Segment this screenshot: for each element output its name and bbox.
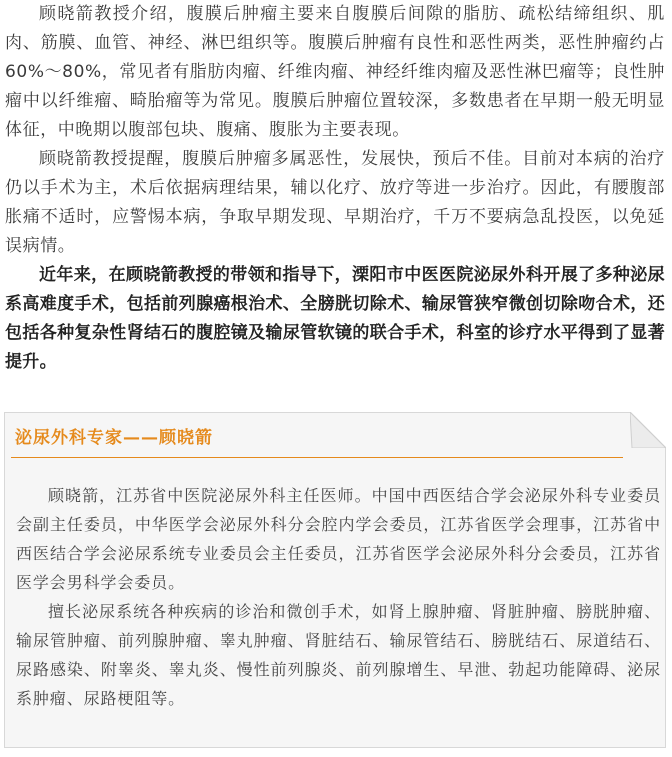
folded-corner-icon — [630, 412, 666, 448]
article-paragraph-reminder: 顾晓箭教授提醒，腹膜后肿瘤多属恶性，发展快，预后不佳。目前对本病的治疗仍以手术为主，术后依据病理结果，辅以化疗、放疗等进一步治疗。因此，有腰腹部胀痛不适时，应警惕本病，争取早期发现、早期治疗，千万不要病急乱投医，以免延误病情。 — [5, 149, 665, 256]
expert-card-body — [16, 481, 661, 713]
article-paragraph-intro: 顾晓箭教授介绍，腹膜后肿瘤主要来自腹膜后间隙的脂肪、疏松结缔组织、肌肉、筋膜、血管、神经、淋巴组织等。腹膜后肿瘤有良性和恶性两类，恶性肿瘤约占60%～80%，常见者有脂肪肉瘤、纤维肉瘤、神经纤维肉瘤及恶性淋巴瘤等；良性肿瘤中以纤维瘤、畸胎瘤等为常见。腹膜后肿瘤位置较深，多数患者在早期一般无明显体征，中晚期以腹部包块、腹痛、腹胀为主要表现。 — [5, 4, 665, 140]
expert-card-title-underline — [11, 457, 623, 458]
expert-card — [4, 412, 666, 748]
expert-card-title: 泌尿外科专家——顾晓箭 — [15, 428, 213, 448]
article-body — [5, 0, 665, 377]
expert-bio-paragraph: 顾晓箭，江苏省中医院泌尿外科主任医师。中国中西医结合学会泌尿外科专业委员会副主任委员，中华医学会泌尿外科分会腔内学会委员，江苏省医学会理事，江苏省中西医结合学会泌尿系统专业委员会主任委员，江苏省医学会泌尿外科分会委员，江苏省医学会男科学会委员。 — [16, 486, 661, 592]
expert-specialty-paragraph: 擅长泌尿系统各种疾病的诊治和微创手术，如肾上腺肿瘤、肾脏肿瘤、膀胱肿瘤、输尿管肿瘤、前列腺肿瘤、睾丸肿瘤、肾脏结石、输尿管结石、膀胱结石、尿道结石、尿路感染、附睾炎、睾丸炎、慢性前列腺炎、前列腺增生、早泄、勃起功能障碍、泌尿系肿瘤、尿路梗阻等。 — [16, 602, 661, 708]
article-paragraph-highlight: 近年来，在顾晓箭教授的带领和指导下，溧阳市中医医院泌尿外科开展了多种泌尿系高难度手术，包括前列腺癌根治术、全膀胱切除术、输尿管狭窄微创切除吻合术，还包括各种复杂性肾结石的腹腔镜及输尿管软镜的联合手术，科室的诊疗水平得到了显著提升。 — [5, 265, 665, 372]
